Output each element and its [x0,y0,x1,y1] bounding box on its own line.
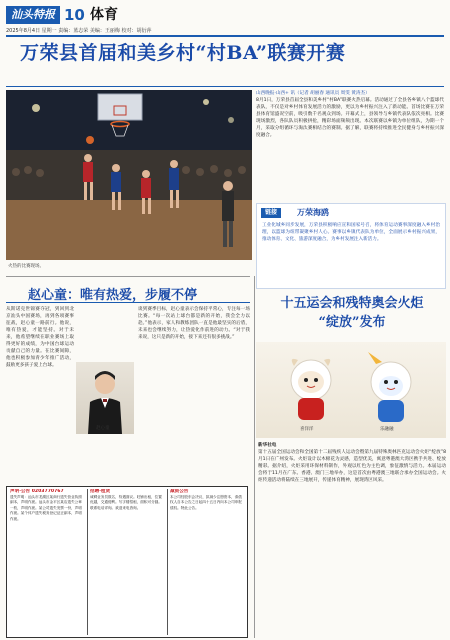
commentary-box [256,203,446,289]
section-title: 体育 [90,7,118,23]
torch-body: 第十五届全国运动会和全国第十二届残疾人运动会暨第九届特殊奥林匹克运动会火炬“绽放”8月1日在广州发布。火炬设计以木棉花为灵感，造型优美，寓意粤港澳大湾区携手共进、绽放精彩。据介绍，火炬采用环保材料制作，外观以红色为主色调，象征激情与活力。本届运动会将于11月在广东、香港、澳门三地举办，这是首次由粤港澳三地联合承办全国运动会。火炬传递活动将陆续在三地展开，传递体育精神，展现湾区风采。 [258,450,446,483]
basketball-scene [6,90,252,260]
classified-ads [6,486,248,638]
torch-headline-line2: “绽放”发布 [318,315,386,330]
zhao-body-right: 谈到赛季目标，赵心童表示会保持平常心，专注每一场比赛。“每一次站上球台都是新的开始，我会全力以赴。”他表示，家人和教练团队一直是他最坚实的后盾，未来也会继续努力，让热爱化作前进的动力。“对于我来说，这只是新的开始，接下来还有很多挑战。” [138,307,250,340]
zhao-photo-caption: 赵心童 [96,426,110,431]
headline-rule [6,86,444,87]
ad-column-1 [10,489,84,635]
zhao-headline-rule [6,302,250,303]
column-divider [254,276,255,638]
torch-byline: 新华社电 [258,443,277,448]
zhao-headline: 赵心童：唯有热爱，步履不停 [28,288,198,303]
ad-column-3-head: 减资公告 [170,489,189,494]
ad-divider-1 [87,489,88,635]
torch-headline [258,292,446,330]
page-number: 10 [64,6,85,24]
mascot-panel [256,342,446,438]
lead-headline: 万荣县首届和美乡村“村BA”联赛开赛 [20,42,346,64]
lead-article [256,90,444,200]
ad-column-2-body: 诚聘业务员数名，待遇面议。旺铺出租，位置优越，交通便利。写字楼招租，面积可分割。联系电话详询。欢迎来电咨询。 [90,494,162,510]
commentary-body: 工业化城乡同步发展，万荣县积极响应宣和国家号召，将体育运动赛事深度融入乡村治理，以篮球为纽带凝聚乡村人心。赛事以乡镇代表队为单位，全面展示乡村振兴成果，推动体育、文化、旅游深度融合，为乡村发展注入新活力。 [262,223,440,242]
lead-byline: 山西晚报·山西+ 讯（记者 胡丽春 通讯员 周雯 黄涛杰） [256,91,370,96]
torch-article [258,442,446,636]
snooker-player-illustration [76,362,134,434]
masthead [6,6,444,26]
ad-column-3 [170,489,244,635]
section-divider [6,276,250,277]
ad-column-1-body: 遗失声明：汕头市龙湖区某商行遗失营业执照副本，声明作废。汕头市金平区某店遗失公章一枚，声明作废。某公司遗失发票一份，声明作废。某个体户遗失税务登记证正副本，声明作废。 [10,494,82,521]
commentary-tag: 链接 [261,208,281,218]
torch-headline-line1: 十五运会和残特奥会火炬 [280,296,424,311]
basketball-photo-caption: 火热的比赛现场。 [8,264,44,269]
mascot-right-label: 乐融融 [380,427,394,432]
zhao-photo [76,362,134,434]
ad-column-3-body: 本公司经股东会决议，拟减少注册资本，请债权人自本公告之日起四十五日内向本公司申报债权。特此公告。 [170,494,242,510]
newspaper-logo: 汕头特报 [6,6,60,24]
zhao-body-left: 从斯诺克世锦赛夺冠，到回到北京汕头中国赛场，再到各项赛事征战，赵心童一路前行。他说，唯有热爱，才能坚持。对于未来，他希望继续在职业赛场上取得更好的成绩，为中国台球运动贡献自己的力量。在比赛间隙，他也积极参加青少年推广活动，鼓励更多孩子爱上台球。 [6,307,74,368]
lead-body: 8月1日，万荣县首届全县和美乡村“村BA”联赛火热启幕。活动通过了全县各乡镇八个篮球代表队，不仅是对乡村体育发展活力的激励，更以为乡村振兴注入了新动能。首场比赛在万荣县体育馆盛况空前，吸引数千名观众到场。开幕式上，县领导与乡镇代表队依次亮相。比赛现场激烈，各队队员积极拼抢，精彩场面频频出现。本次联赛以乡镇为单位组队，为期一个月，采取分组循环与淘汰赛相结合的赛制。据了解，联赛将持续推进全民健身与乡村振兴深度融合。 [256,98,444,138]
top-rule [6,35,444,37]
ad-column-2 [90,489,164,635]
mascot-illustration [256,342,446,438]
ad-divider-2 [167,489,168,635]
ad-column-1-head: 声明·公告 0203770767 [10,489,64,494]
mascot-left-label: 喜洋洋 [300,427,314,432]
commentary-title: 万荣海鸥 [297,208,329,217]
basketball-photo [6,90,252,260]
dateline: 2025年8月4日 星期一 责编：蓝志荣 美编：王丽梅 校对：胡衍萍 [6,28,152,34]
ad-column-2-head: 招聘·租赁 [90,489,111,494]
